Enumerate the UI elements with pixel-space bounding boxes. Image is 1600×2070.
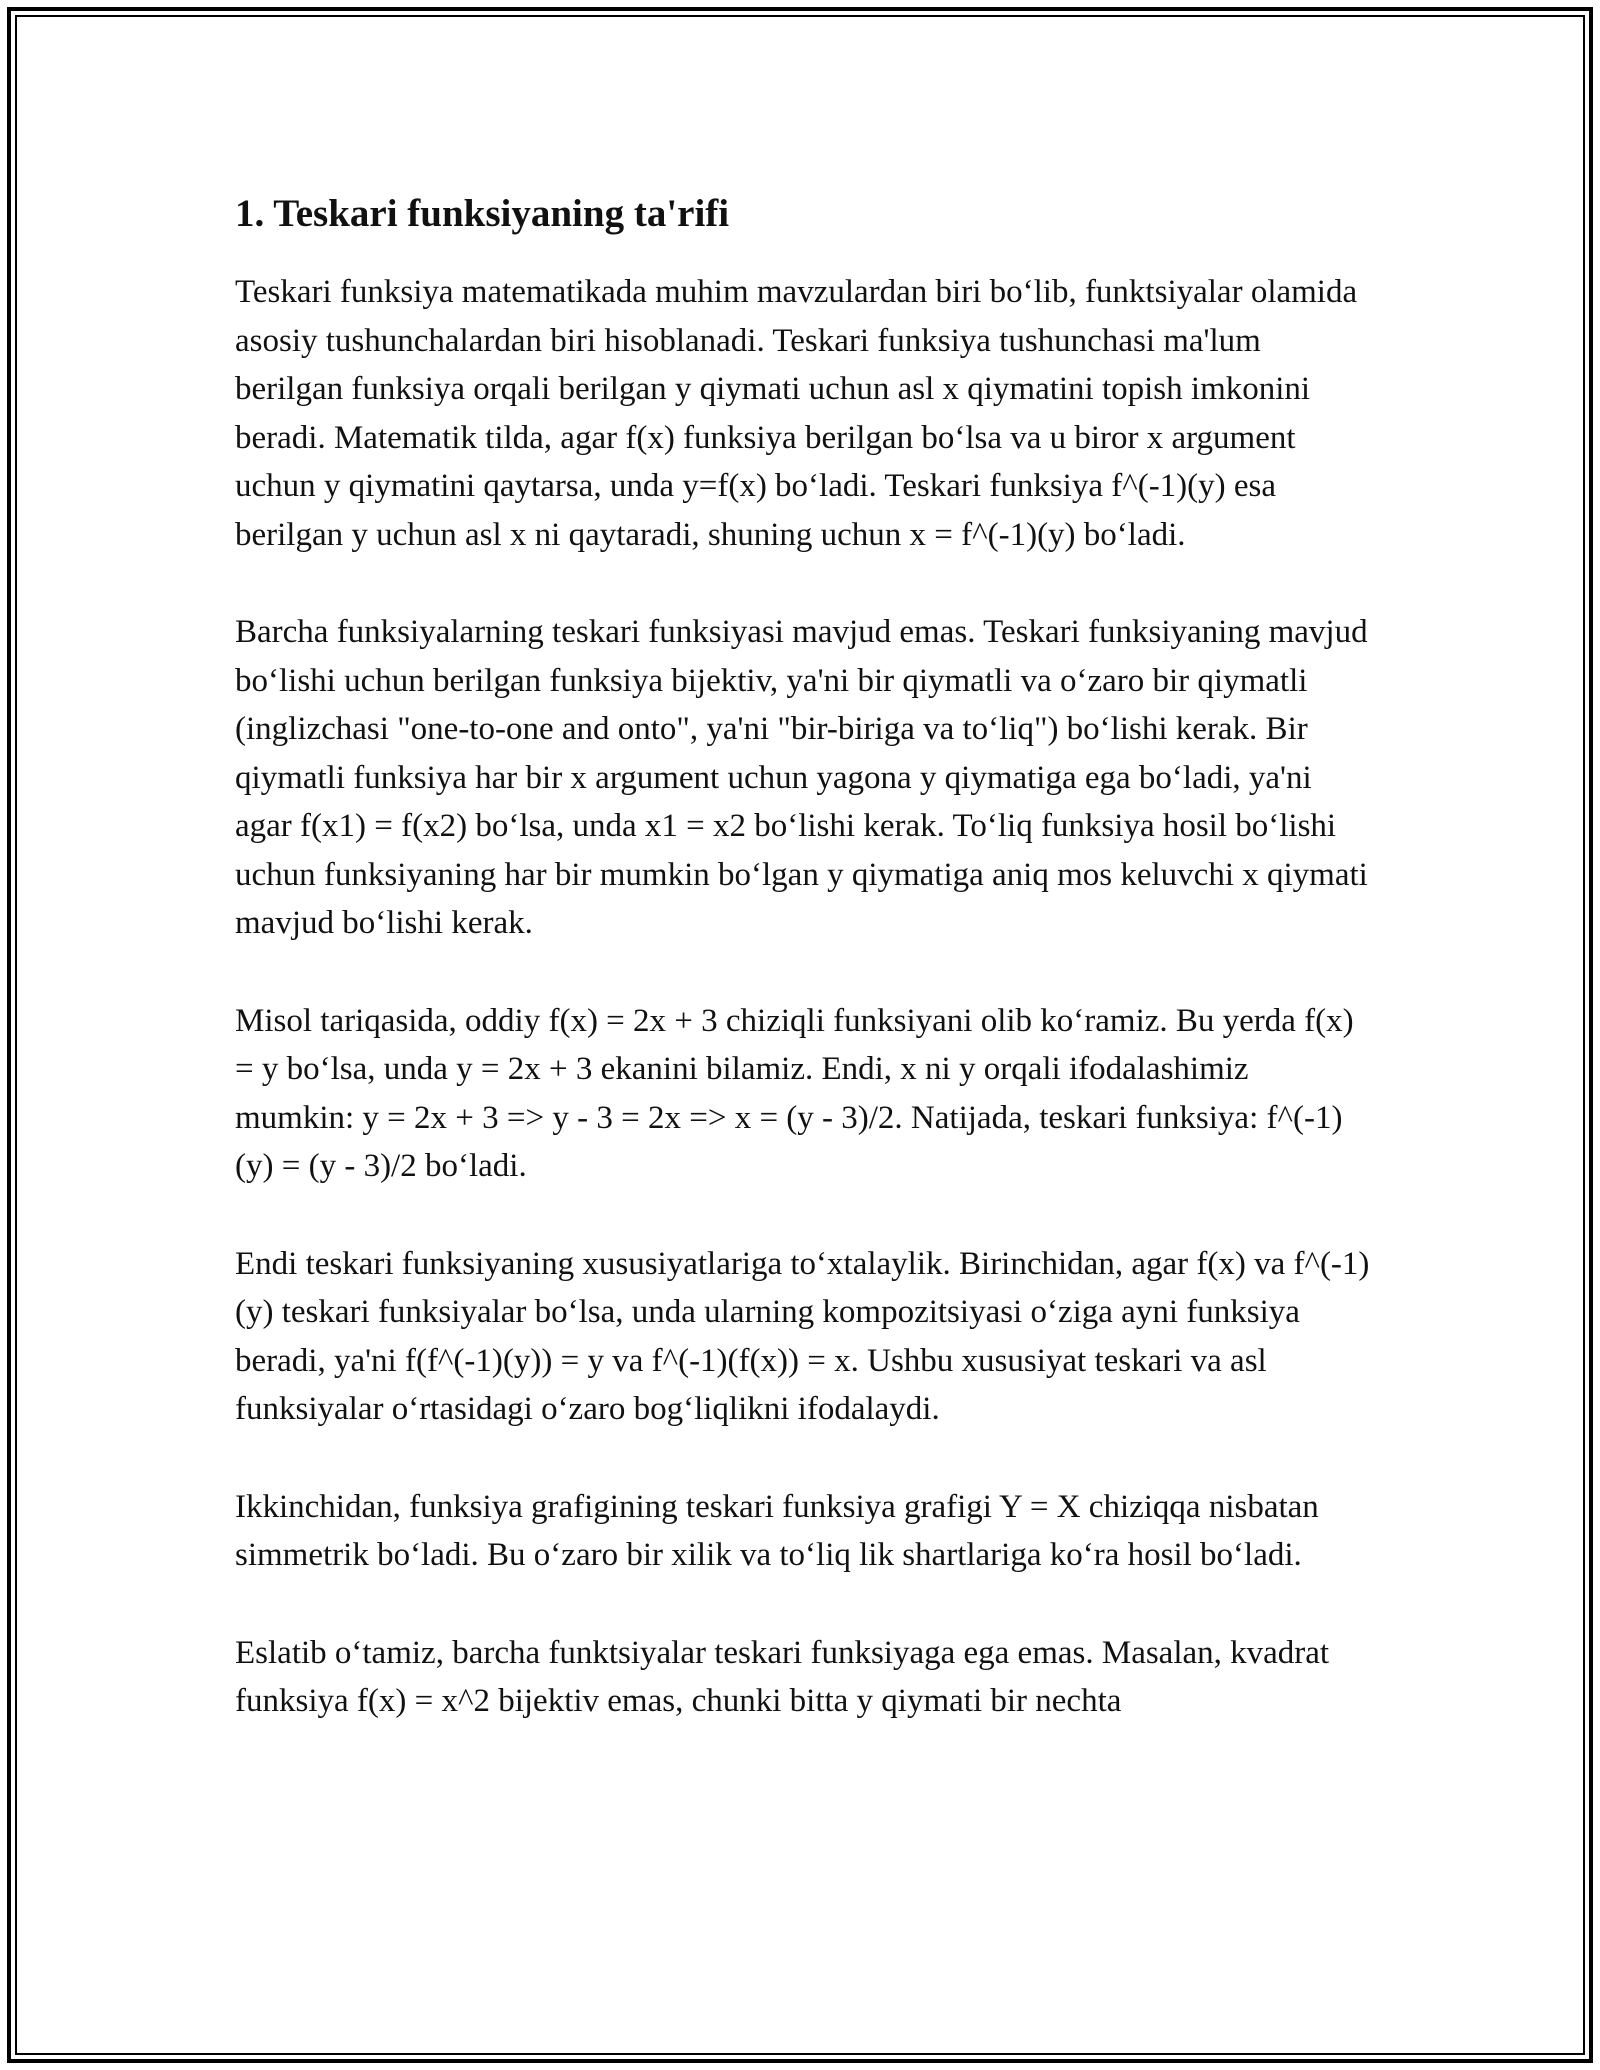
paragraph-bijective: Barcha funksiyalarning teskari funksiyasi mavjud emas. Teskari funksiyaning mavjud bo‘lishi uchun berilgan funksiya bijektiv, ya'ni bir qiymatli va o‘zaro bir qiymatli (inglizchasi "one-to-one and onto", ya'ni "bir-biriga va to‘liq") bo‘lishi kerak. Bir qiymatli funksiya har bir x argument uchun yagona y qiymatiga ega bo‘ladi, ya'ni agar f(x1) = f(x2) bo‘lsa, unda x1 = x2 bo‘lishi kerak. To‘liq funksiya hosil bo‘lishi uchun funksiyaning har bir mumkin bo‘lgan y qiymatiga aniq mos keluvchi x qiymati mavjud bo‘lishi kerak. — [235, 614, 1368, 941]
paragraph-symmetry: Ikkinchidan, funksiya grafigining teskari funksiya grafigi Y = X chiziqqa nisbatan simmetrik bo‘ladi. Bu o‘zaro bir xilik va to‘liq lik shartlariga ko‘ra hosil bo‘ladi. — [235, 1488, 1319, 1573]
paragraph-definition: Teskari funksiya matematikada muhim mavzulardan biri bo‘lib, funktsiyalar olamida asosiy tushunchalardan biri hisoblanadi. Teskari funksiya tushunchasi ma'lum berilgan funksiya orqali berilgan y qiymati uchun asl x qiymatini topish imkonini beradi. Matematik tilda, agar f(x) funksiya berilgan bo‘lsa va u biror x argument uchun y qiymatini qaytarsa, unda y=f(x) bo‘ladi. Teskari funksiya f^(-1)(y) esa berilgan y uchun asl x ni qaytaradi, shuning uchun x = f^(-1)(y) bo‘ladi. — [235, 274, 1358, 553]
section-heading: 1. Teskari funksiyaning ta'rifi — [235, 192, 730, 235]
paragraph-example: Misol tariqasida, oddiy f(x) = 2x + 3 chiziqli funksiyani olib ko‘ramiz. Bu yerda f(x) = y bo‘lsa, unda y = 2x + 3 ekanini bilamiz. Endi, x ni y orqali ifodalashimiz mumkin: y = 2x + 3 => y - 3 = 2x => x = (y - 3)/2. Natijada, teskari funksiya: f^(-1)(y) = (y - 3)/2 bo‘ladi. — [235, 1002, 1354, 1184]
document-body — [235, 186, 1375, 1775]
paragraph-note: Eslatib o‘tamiz, barcha funktsiyalar teskari funksiyaga ega emas. Masalan, kvadrat funksiya f(x) = x^2 bijektiv emas, chunki bitta y qiymati bir nechta — [235, 1634, 1330, 1719]
paragraph-properties: Endi teskari funksiyaning xususiyatlariga to‘xtalaylik. Birinchidan, agar f(x) va f^(-1)(y) teskari funksiyalar bo‘lsa, unda ularning kompozitsiyasi o‘ziga ayni funksiya beradi, ya'ni f(f^(-1)(y)) = y va f^(-1)(f(x)) = x. Ushbu xususiyat teskari va asl funksiyalar o‘rtasidagi o‘zaro bog‘liqlikni ifodalaydi. — [235, 1245, 1370, 1427]
